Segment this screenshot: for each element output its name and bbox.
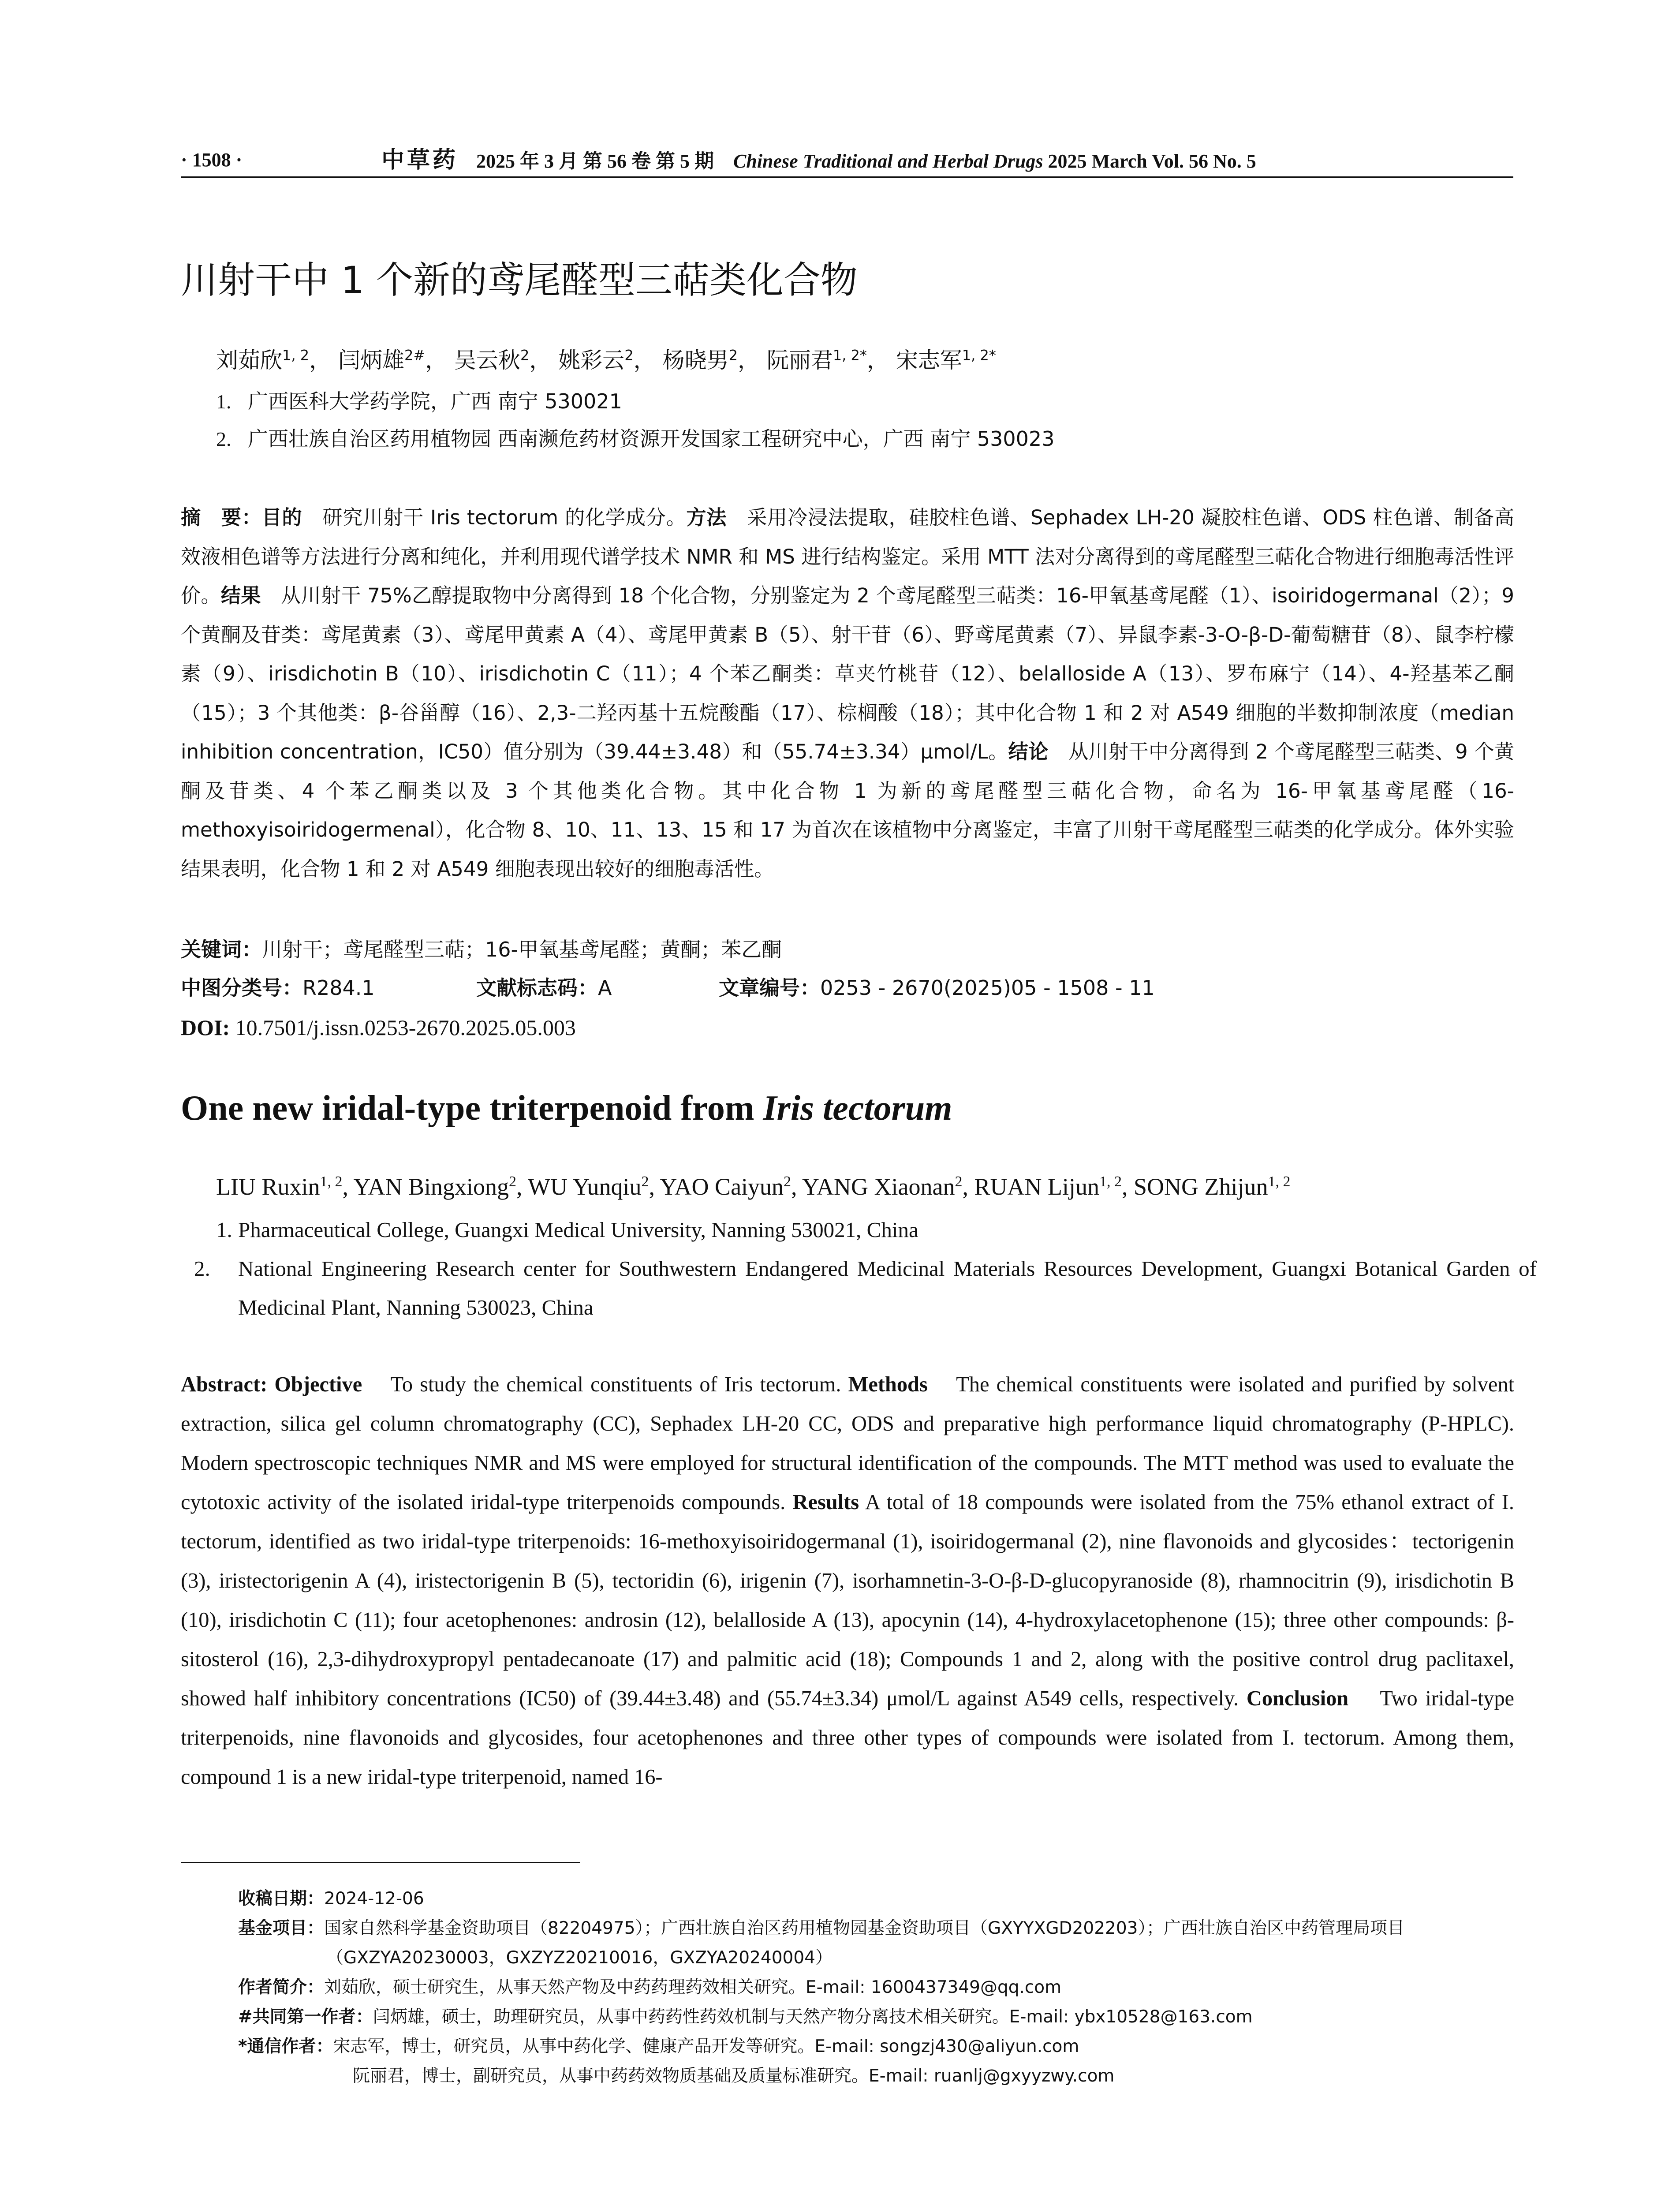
issue-en: 2025 March Vol. 56 No. 5 — [1048, 150, 1256, 172]
en-author: RUAN Lijun$^{1, 2}$, — [974, 1174, 1134, 1200]
journal-logo: 中草药 — [381, 146, 459, 173]
footnote-rule — [181, 1862, 580, 1863]
cn-author: 闫炳雄$^{2\#}$， — [338, 347, 448, 373]
en-affiliation-2: 2. National Engineering Research center for Southwestern Endangered Medicinal Materials Resources Development, Guangxi Botanical Garden of Medicinal Plant, Nanning 530023, China — [194, 1256, 1537, 1319]
article-number: 文章编号： 0253 - 2670(2025)05 - 1508 - 11 — [719, 976, 1155, 1000]
cn-affiliation-1: 1. 广西医科大学药学院，广西 南宁 530021 — [216, 389, 622, 413]
cn-author: 宋志军$^{1, 2*}$ — [896, 347, 996, 373]
clc-number: 中图分类号： R284.1 — [181, 976, 375, 1000]
cn-keywords: 关键词：川射干；鸢尾醛型三萜；16-甲氧基鸢尾醛；黄酮；苯乙酮 — [181, 938, 782, 961]
cn-affiliation-2: 2. 广西壮族自治区药用植物园 西南濒危药材资源开发国家工程研究中心，广西 南宁 530023 — [216, 427, 1055, 451]
doi-line: DOI: 10.7501/j.issn.0253-2670.2025.05.003 — [181, 1015, 576, 1040]
cn-author: 刘茹欣$^{1, 2}$， — [216, 347, 332, 373]
en-abstract: Abstract: Objective To study the chemical constituents of Iris tectorum. Methods The chemical constituents were isolated and purified by solvent extraction, silica gel column chromatography (CC), Sephadex LH-20 CC, ODS and preparative high performance liquid chromatography (P-HPLC). Modern spectroscopic techniques NMR and MS were employed for structural identification of the compounds. The MTT method was used to evaluate the cytotoxic activity of the isolated iridal-type triterpenoids compounds. Results A total of 18 compounds were isolated from the 75% ethanol extract of I. tectorum, identified as two iridal-type triterpenoids: 16-methoxyisoiridogermanal (1), isoiridogermanal (2), nine flavonoids and glycosides：tectorigenin (3), iristectorigenin A (4), iristectorigenin B (5), tectoridin (6), irigenin (7), isorhamnetin-3-O-β-D-glucopyranoside (8), rhamnocitrin (9), irisdichotin B (10), irisdichotin C (11); four acetophenones: androsin (12), belalloside A (13), apocynin (14), 4-hydroxylacetophenone (15); three other compounds: β-sitosterol (16), 2,3-dihydroxypropyl pentadecanoate (17) and palmitic acid (18); Compounds 1 and 2, along with the positive control drug paclitaxel, showed half inhibitory concentrations (IC50) of (39.44±3.48) and (55.74±3.34) μmol/L against A549 cells, respectively. Conclusion Two iridal-type triterpenoids, nine flavonoids and glycosides, four acetophenones and three other types of compounds were isolated from I. tectorum. Among them, compound 1 is a new iridal-type triterpenoid, named 16- — [181, 1373, 1515, 1789]
author-bio: 作者简介：刘茹欣，硕士研究生，从事天然产物及中药药理药效相关研究。E-mail: 1600437349@qq.com — [238, 1977, 1062, 1997]
cn-author: 吴云秋$^2$， — [454, 347, 552, 373]
cn-author: 杨晓男$^2$， — [662, 347, 760, 373]
cn-title: 川射干中 1 个新的鸢尾醛型三萜类化合物 — [181, 258, 858, 302]
en-author: YAN Bingxiong$^2$, — [353, 1174, 528, 1200]
received-date: 收稿日期：2024-12-06 — [238, 1889, 424, 1909]
en-author: LIU Ruxin$^{1, 2}$, — [216, 1174, 354, 1200]
en-title: One new iridal-type triterpenoid from Iris tectorum — [181, 1089, 952, 1128]
corresponding-author-2: 阮丽君，博士，副研究员，从事中药药效物质基础及质量标准研究。E-mail: ruanlj@gxyyzwy.com — [353, 2066, 1115, 2086]
footnotes — [238, 1884, 1515, 2091]
en-author-list — [216, 1164, 1291, 1204]
co-first-author: #共同第一作者：闫炳雄，硕士，助理研究员，从事中药药性药效机制与天然产物分离技术相关研究。E-mail: ybx10528@163.com — [238, 2007, 1253, 2027]
running-head — [181, 145, 1512, 176]
en-author: YANG Xiaonan$^2$, — [802, 1174, 974, 1200]
en-author: SONG Zhijun$^{1, 2}$ — [1134, 1174, 1291, 1200]
journal-name-en: Chinese Traditional and Herbal Drugs — [733, 150, 1043, 172]
cn-author: 姚彩云$^2$， — [558, 347, 656, 373]
en-author: WU Yunqiu$^2$, — [528, 1174, 660, 1200]
en-author: YAO Caiyun$^2$, — [660, 1174, 803, 1200]
issue-cn: 2025 年 3 月 第 56 卷 第 5 期 — [476, 150, 714, 172]
document-code: 文献标志码： A — [476, 976, 612, 1000]
journal-citation-line — [381, 145, 1256, 177]
cn-author: 阮丽君$^{1, 2*}$， — [766, 347, 889, 373]
en-affiliation-1: 1. Pharmaceutical College, Guangxi Medical University, Nanning 530021, China — [216, 1218, 918, 1242]
header-rule — [181, 176, 1513, 178]
corresponding-author: *通信作者：宋志军，博士，研究员，从事中药化学、健康产品开发等研究。E-mail: songzj430@aliyun.com — [238, 2037, 1079, 2056]
page-number: · 1508 · — [181, 149, 243, 171]
doi-value[interactable]: 10.7501/j.issn.0253-2670.2025.05.003 — [235, 1015, 576, 1040]
cn-author-list — [216, 340, 996, 376]
funding: 基金项目：国家自然科学基金资助项目（82204975）；广西壮族自治区药用植物园基金资助项目（GXYYXGD202203）；广西壮族自治区中药管理局项目（GXZYA20230003，GXZYZ20210016，GXZYA20240004） — [238, 1918, 1404, 1968]
cn-abstract: 摘 要：目的 研究川射干 Iris tectorum 的化学成分。方法 采用冷浸法提取，硅胶柱色谱、Sephadex LH-20 凝胶柱色谱、ODS 柱色谱、制备高效液相色谱等方法进行分离和纯化，并利用现代谱学技术 NMR 和 MS 进行结构鉴定。采用 MTT 法对分离得到的鸢尾醛型三萜化合物进行细胞毒活性评价。结果 从川射干 75%乙醇提取物中分离得到 18 个化合物，分别鉴定为 2 个鸢尾醛型三萜类：16-甲氧基鸢尾醛（1）、isoiridogermanal（2）；9 个黄酮及苷类：鸢尾黄素（3）、鸢尾甲黄素 A（4）、鸢尾甲黄素 B（5）、射干苷（6）、野鸢尾黄素（7）、异鼠李素-3-O-β-D-葡萄糖苷（8）、鼠李柠檬素（9）、irisdichotin B（10）、irisdichotin C（11）；4 个苯乙酮类：草夹竹桃苷（12）、belalloside A（13）、罗布麻宁（14）、4-羟基苯乙酮（15）；3 个其他类：β-谷甾醇（16）、2,3-二羟丙基十五烷酸酯（17）、棕榈酸（18）；其中化合物 1 和 2 对 A549 细胞的半数抑制浓度（median inhibition concentration，IC50）值分别为（39.44±3.48）和（55.74±3.34）μmol/L。结论 从川射干中分离得到 2 个鸢尾醛型三萜类、9 个黄酮及苷类、4 个苯乙酮类以及 3 个其他类化合物。其中化合物 1 为新的鸢尾醛型三萜化合物，命名为 16-甲氧基鸢尾醛（16-methoxyisoiridogermenal），化合物 8、10、11、13、15 和 17 为首次在该植物中分离鉴定，丰富了川射干鸢尾醛型三萜类的化学成分。体外实验结果表明，化合物 1 和 2 对 A549 细胞表现出较好的细胞毒活性。 — [181, 506, 1515, 881]
